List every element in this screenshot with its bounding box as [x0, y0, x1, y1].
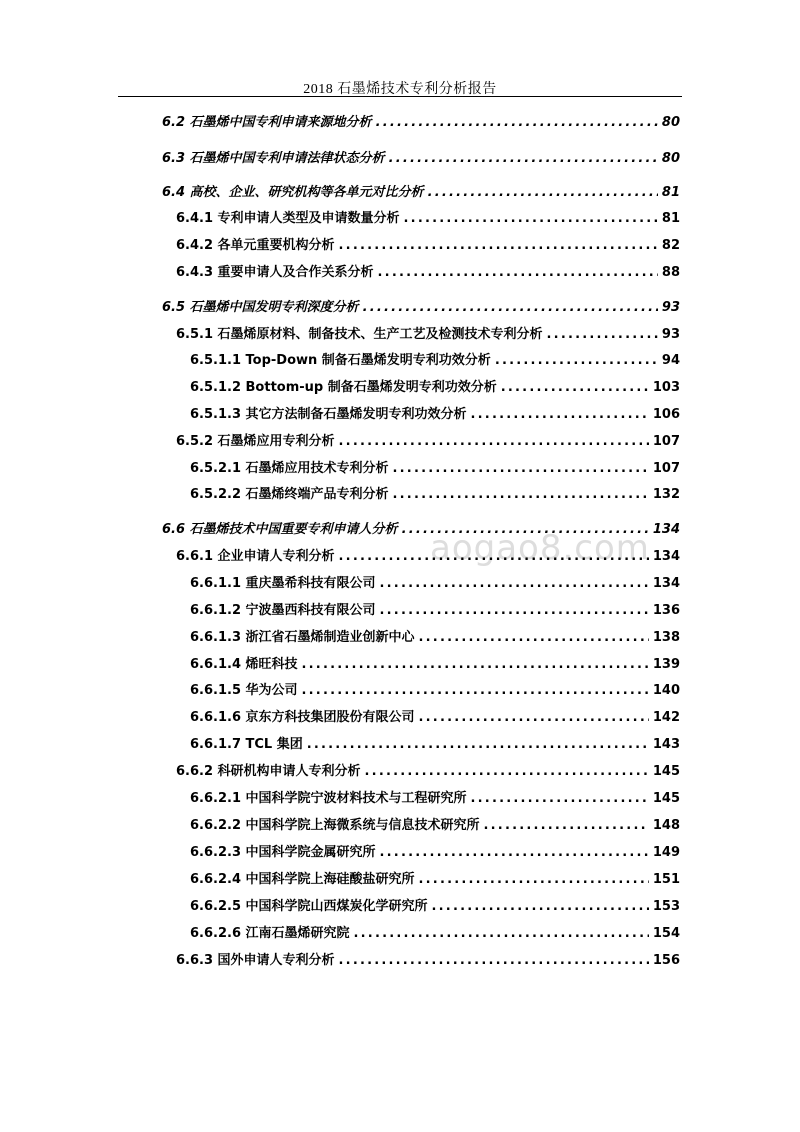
toc-entry-title: 6.4.2 各单元重要机构分析: [176, 238, 335, 253]
dot-leader: [339, 951, 649, 971]
dot-leader: [393, 459, 649, 479]
toc-entry-title: 6.5.2.2 石墨烯终端产品专利分析: [190, 487, 389, 502]
toc-entry-title: 6.4 高校、企业、研究机构等各单元对比分析: [162, 185, 424, 200]
toc-entry-page: 143: [652, 737, 680, 752]
toc-entry-page: 156: [652, 953, 680, 968]
toc-entry-title: 6.4.1 专利申请人类型及申请数量分析: [176, 211, 400, 226]
toc-entry-title: 6.6.1.4 烯旺科技: [190, 657, 298, 672]
toc-entry-6-5-1[interactable]: [176, 325, 680, 345]
toc-entry-6-6-1-3[interactable]: [190, 628, 680, 648]
toc-entry-title: 6.6.1.6 京东方科技集团股份有限公司: [190, 710, 415, 725]
toc-entry-6-5-1-3[interactable]: [190, 405, 680, 425]
toc-entry-page: 107: [652, 461, 680, 476]
toc-entry-6-6-2-4[interactable]: [190, 870, 680, 890]
dot-leader: [376, 113, 658, 133]
toc-entry-title: 6.6.3 国外申请人专利分析: [176, 953, 335, 968]
dot-leader: [471, 789, 649, 809]
toc-entry-page: 94: [661, 353, 680, 368]
toc-entry-6-6[interactable]: [162, 520, 680, 540]
toc-entry-title: 6.6 石墨烯技术中国重要专利申请人分析: [162, 522, 398, 537]
toc-entry-title: 6.6.1 企业申请人专利分析: [176, 549, 335, 564]
toc-entry-title: 6.6.2 科研机构申请人专利分析: [176, 764, 361, 779]
dot-leader: [501, 378, 649, 398]
toc-entry-page: 81: [661, 211, 680, 226]
toc-entry-page: 80: [661, 115, 680, 130]
dot-leader: [393, 485, 649, 505]
toc-entry-6-5-1-2[interactable]: [190, 378, 680, 398]
dot-leader: [339, 547, 649, 567]
dot-leader: [419, 870, 649, 890]
dot-leader: [339, 432, 649, 452]
running-header: 2018 石墨烯技术专利分析报告: [303, 82, 497, 97]
toc-entry-6-5-2[interactable]: [176, 432, 680, 452]
toc-entry-title: 6.5.1.1 Top-Down 制备石墨烯发明专利功效分析: [190, 353, 491, 368]
dot-leader: [495, 351, 658, 371]
toc-entry-6-6-1-7[interactable]: [190, 735, 680, 755]
toc-entry-title: 6.6.2.2 中国科学院上海微系统与信息技术研究所: [190, 818, 480, 833]
toc-entry-title: 6.6.2.5 中国科学院山西煤炭化学研究所: [190, 899, 428, 914]
toc-entry-6-5[interactable]: [162, 298, 680, 318]
dot-leader: [471, 405, 649, 425]
toc-entry-6-6-2[interactable]: [176, 762, 680, 782]
toc-entry-6-6-2-3[interactable]: [190, 843, 680, 863]
toc-entry-page: 153: [652, 899, 680, 914]
toc-entry-6-4-3[interactable]: [176, 263, 680, 283]
toc-entry-6-6-1[interactable]: [176, 547, 680, 567]
toc-entry-title: 6.6.1.3 浙江省石墨烯制造业创新中心: [190, 630, 415, 645]
toc-entry-page: 136: [652, 603, 680, 618]
toc-entry-title: 6.6.2.6 江南石墨烯研究院: [190, 926, 350, 941]
dot-leader: [380, 843, 649, 863]
toc-entry-6-6-2-5[interactable]: [190, 897, 680, 917]
dot-leader: [428, 183, 658, 203]
toc-entry-page: 88: [661, 265, 680, 280]
toc-entry-page: 149: [652, 845, 680, 860]
toc-entry-title: 6.5.1.3 其它方法制备石墨烯发明专利功效分析: [190, 407, 467, 422]
dot-leader: [419, 628, 649, 648]
toc-entry-page: 154: [652, 926, 680, 941]
toc-entry-6-6-1-5[interactable]: [190, 681, 680, 701]
toc-entry-6-4-1[interactable]: [176, 209, 680, 229]
toc-entry-title: 6.2 石墨烯中国专利申请来源地分析: [162, 115, 372, 130]
toc-entry-page: 145: [652, 764, 680, 779]
toc-entry-6-6-1-6[interactable]: [190, 708, 680, 728]
toc-entry-page: 134: [652, 522, 680, 537]
toc-entry-6-6-1-1[interactable]: [190, 574, 680, 594]
toc-entry-page: 134: [652, 576, 680, 591]
dot-leader: [380, 574, 649, 594]
dot-leader: [378, 263, 658, 283]
toc-entry-page: 142: [652, 710, 680, 725]
toc-entry-title: 6.4.3 重要申请人及合作关系分析: [176, 265, 374, 280]
toc-entry-title: 6.6.1.1 重庆墨希科技有限公司: [190, 576, 376, 591]
toc-entry-6-3[interactable]: [162, 149, 680, 169]
toc-entry-title: 6.6.1.5 华为公司: [190, 683, 298, 698]
dot-leader: [363, 298, 658, 318]
toc-entry-title: 6.5.1 石墨烯原材料、制备技术、生产工艺及检测技术专利分析: [176, 327, 543, 342]
toc-entry-page: 132: [652, 487, 680, 502]
toc-entry-6-6-1-2[interactable]: [190, 601, 680, 621]
dot-leader: [307, 735, 649, 755]
toc-entry-page: 138: [652, 630, 680, 645]
toc-entry-6-5-2-2[interactable]: [190, 485, 680, 505]
toc-entry-6-6-2-1[interactable]: [190, 789, 680, 809]
dot-leader: [380, 601, 649, 621]
toc-entry-page: 134: [652, 549, 680, 564]
dot-leader: [432, 897, 649, 917]
toc-entry-title: 6.5 石墨烯中国发明专利深度分析: [162, 300, 359, 315]
toc-entry-6-6-2-6[interactable]: [190, 924, 680, 944]
dot-leader: [404, 209, 658, 229]
dot-leader: [419, 708, 649, 728]
toc-entry-page: 107: [652, 434, 680, 449]
toc-entry-6-5-2-1[interactable]: [190, 459, 680, 479]
toc-entry-page: 80: [661, 151, 680, 166]
dot-leader: [354, 924, 649, 944]
toc-entry-page: 81: [661, 185, 680, 200]
toc-entry-6-4-2[interactable]: [176, 236, 680, 256]
dot-leader: [402, 520, 649, 540]
toc-entry-6-4[interactable]: [162, 183, 680, 203]
toc-entry-page: 139: [652, 657, 680, 672]
dot-leader: [302, 655, 649, 675]
toc-entry-page: 103: [652, 380, 680, 395]
toc-entry-page: 148: [652, 818, 680, 833]
toc-entry-page: 145: [652, 791, 680, 806]
toc-entry-6-2[interactable]: [162, 113, 680, 133]
toc-entry-6-5-1-1[interactable]: [190, 351, 680, 371]
dot-leader: [339, 236, 658, 256]
toc-entry-title: 6.5.1.2 Bottom-up 制备石墨烯发明专利功效分析: [190, 380, 497, 395]
toc-entry-6-6-2-2[interactable]: [190, 816, 680, 836]
dot-leader: [389, 149, 658, 169]
toc-entry-title: 6.6.1.2 宁波墨西科技有限公司: [190, 603, 376, 618]
dot-leader: [484, 816, 649, 836]
toc-entry-title: 6.6.2.1 中国科学院宁波材料技术与工程研究所: [190, 791, 467, 806]
toc-entry-title: 6.6.1.7 TCL 集团: [190, 737, 303, 752]
toc-entry-title: 6.3 石墨烯中国专利申请法律状态分析: [162, 151, 385, 166]
toc-entry-page: 93: [661, 327, 680, 342]
watermark: aogao8.com: [430, 528, 650, 568]
toc-entry-title: 6.6.2.4 中国科学院上海硅酸盐研究所: [190, 872, 415, 887]
toc-entry-title: 6.5.2 石墨烯应用专利分析: [176, 434, 335, 449]
dot-leader: [302, 681, 649, 701]
toc-entry-page: 106: [652, 407, 680, 422]
dot-leader: [365, 762, 649, 782]
dot-leader: [547, 325, 658, 345]
toc-entry-title: 6.5.2.1 石墨烯应用技术专利分析: [190, 461, 389, 476]
toc-entry-page: 93: [661, 300, 680, 315]
toc-entry-6-6-3[interactable]: [176, 951, 680, 971]
toc-entry-title: 6.6.2.3 中国科学院金属研究所: [190, 845, 376, 860]
toc-entry-6-6-1-4[interactable]: [190, 655, 680, 675]
toc-entry-page: 140: [652, 683, 680, 698]
toc-entry-page: 82: [661, 238, 680, 253]
toc-entry-page: 151: [652, 872, 680, 887]
